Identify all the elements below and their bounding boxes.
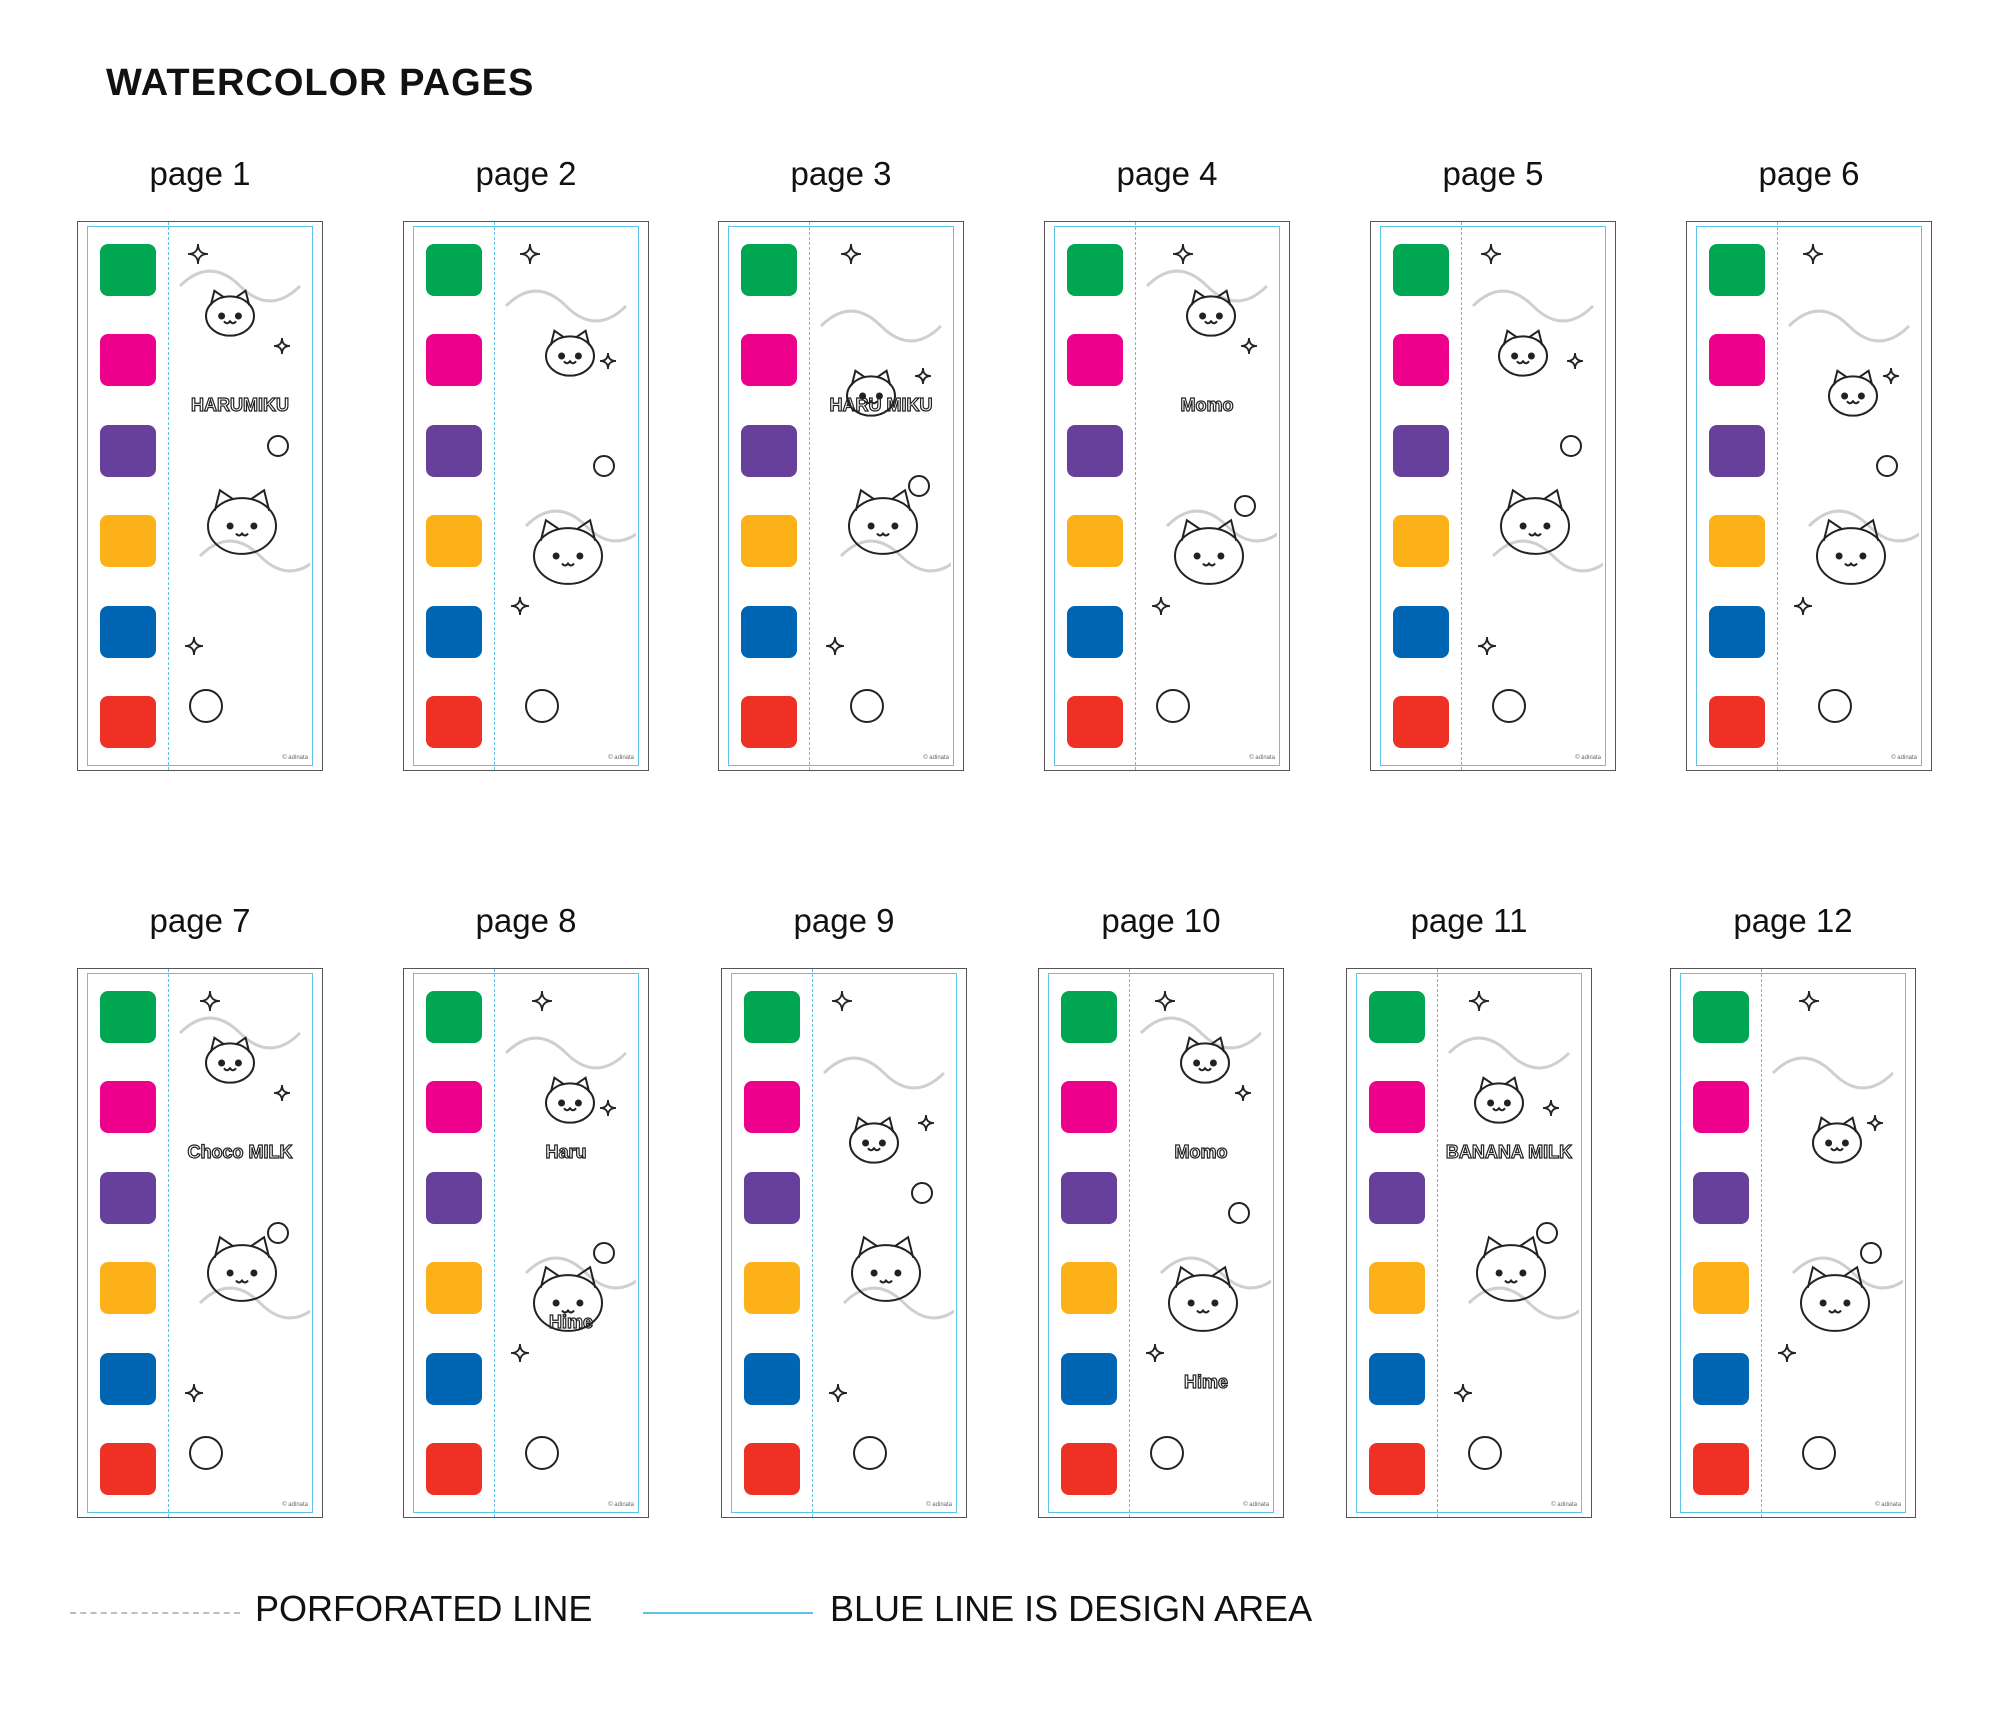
sparkle-icon: [185, 1384, 203, 1402]
paint-swatch: [1393, 425, 1449, 477]
cat-face-icon: [1499, 331, 1547, 376]
fruit-icon: [1235, 496, 1255, 516]
background-swirl: [824, 1058, 944, 1088]
bookmark-sheet: [1686, 221, 1932, 771]
paint-swatch: [741, 606, 797, 658]
sparkle-icon: [520, 244, 540, 264]
paint-swatch: [1709, 515, 1765, 567]
bookmark-sheet: [77, 221, 323, 771]
sparkle-icon: [1469, 991, 1489, 1011]
paint-swatch: [426, 244, 482, 296]
paint-swatch: [741, 425, 797, 477]
sparkle-icon: [185, 637, 203, 655]
watercolor-page-4: [1044, 155, 1290, 771]
perforated-line: [1761, 969, 1762, 1517]
sparkle-icon: [1794, 597, 1812, 615]
paint-swatch: [1369, 1443, 1425, 1495]
sparkle-icon: [1867, 1115, 1883, 1131]
paint-swatch: [100, 1262, 156, 1314]
paint-swatch: [1393, 244, 1449, 296]
line-art-illustration: [1439, 973, 1579, 1513]
fruit-icon: [268, 1223, 288, 1243]
fruit-icon: [526, 1437, 558, 1469]
paint-swatch: [1061, 1353, 1117, 1405]
line-art-illustration: [170, 973, 310, 1513]
paint-swatch: [426, 606, 482, 658]
cat-face-icon: [1181, 1038, 1229, 1083]
perforated-line: [809, 222, 810, 770]
page-label: page 11: [1410, 902, 1528, 939]
paint-swatch: [1693, 1443, 1749, 1495]
cat-face-icon: [1813, 1118, 1861, 1163]
line-art-illustration: [1463, 226, 1603, 766]
paint-swatch: [1061, 991, 1117, 1043]
paint-swatch: [1067, 244, 1123, 296]
background-swirl: [1473, 291, 1593, 321]
sparkle-icon: [1778, 1344, 1796, 1362]
sparkle-icon: [1481, 244, 1501, 264]
paint-swatch: [426, 1353, 482, 1405]
sparkle-icon: [274, 1085, 290, 1101]
background-swirl: [1773, 1058, 1893, 1088]
watercolor-page-3: [718, 155, 964, 771]
paint-swatch: [100, 606, 156, 658]
page-title: WATERCOLOR PAGES: [106, 62, 535, 104]
background-swirl: [506, 291, 626, 321]
cat-face-icon: [206, 1038, 254, 1083]
credit-text: © adinata: [608, 1502, 634, 1508]
paint-swatch: [100, 1172, 156, 1224]
sparkle-icon: [918, 1115, 934, 1131]
cat-face-icon: [1175, 520, 1243, 584]
paint-swatch: [1393, 606, 1449, 658]
paint-swatch: [1067, 515, 1123, 567]
paint-swatch: [1369, 1081, 1425, 1133]
sparkle-icon: [1146, 1344, 1164, 1362]
perforated-line: [812, 969, 813, 1517]
watercolor-page-6: [1686, 155, 1932, 771]
background-swirl: [821, 311, 941, 341]
sparkle-icon: [1173, 244, 1193, 264]
fruit-icon: [854, 1437, 886, 1469]
bookmark-sheet: [1370, 221, 1616, 771]
paint-swatch: [426, 1443, 482, 1495]
paint-swatch: [744, 1262, 800, 1314]
sparkle-icon: [832, 991, 852, 1011]
fruit-icon: [909, 476, 929, 496]
paint-swatch: [1393, 515, 1449, 567]
line-art-illustration: [814, 973, 954, 1513]
line-art-illustration: [170, 226, 310, 766]
sparkle-icon: [1155, 991, 1175, 1011]
fruit-icon: [190, 690, 222, 722]
cat-face-icon: [1475, 1078, 1523, 1123]
paint-swatch: [1393, 696, 1449, 748]
fruit-icon: [1151, 1437, 1183, 1469]
cat-face-icon: [1169, 1267, 1237, 1331]
fruit-icon: [1561, 436, 1581, 456]
paint-swatch: [100, 1081, 156, 1133]
credit-text: © adinata: [1551, 1502, 1577, 1508]
credit-text: © adinata: [1249, 755, 1275, 761]
sparkle-icon: [1543, 1100, 1559, 1116]
fruit-icon: [1861, 1243, 1881, 1263]
paint-swatch: [1061, 1081, 1117, 1133]
fruit-icon: [1819, 690, 1851, 722]
sparkle-icon: [532, 991, 552, 1011]
line-art-illustration: [496, 226, 636, 766]
paint-swatch: [1709, 244, 1765, 296]
legend-perforated-label: PORFORATED LINE: [255, 1588, 593, 1629]
background-swirl: [180, 271, 300, 301]
bookmark-sheet: [77, 968, 323, 1518]
art-lettering: Hime: [548, 1312, 594, 1332]
paint-swatch: [100, 425, 156, 477]
watercolor-page-5: [1370, 155, 1616, 771]
paint-swatch: [1061, 1172, 1117, 1224]
bookmark-sheet: [721, 968, 967, 1518]
paint-swatch: [1067, 696, 1123, 748]
paint-swatch: [1369, 991, 1425, 1043]
paint-swatch: [426, 991, 482, 1043]
cat-face-icon: [546, 1078, 594, 1123]
watercolor-page-7: [77, 902, 323, 1518]
page-label: page 8: [475, 902, 577, 939]
bookmark-sheet: [1346, 968, 1592, 1518]
background-swirl: [506, 1038, 626, 1068]
page-label: page 9: [793, 902, 895, 939]
perforated-line-sample: [70, 1612, 240, 1614]
bookmark-sheet: [1038, 968, 1284, 1518]
fruit-icon: [268, 436, 288, 456]
paint-swatch: [1369, 1353, 1425, 1405]
fruit-icon: [1877, 456, 1897, 476]
paint-swatch: [1067, 425, 1123, 477]
perforated-line: [1135, 222, 1136, 770]
legend-design-area-label: BLUE LINE IS DESIGN AREA: [830, 1588, 1313, 1629]
sparkle-icon: [1241, 338, 1257, 354]
fruit-icon: [912, 1183, 932, 1203]
fruit-icon: [526, 690, 558, 722]
paint-swatch: [744, 1353, 800, 1405]
paint-swatch: [426, 696, 482, 748]
page-label: page 10: [1101, 902, 1221, 939]
art-lettering: Haru: [545, 1142, 587, 1162]
watercolor-page-1: [77, 155, 323, 771]
cat-face-icon: [1829, 371, 1877, 416]
fruit-icon: [594, 456, 614, 476]
bookmark-sheet: [1670, 968, 1916, 1518]
bookmark-sheet: [403, 221, 649, 771]
sparkle-icon: [511, 597, 529, 615]
credit-text: © adinata: [282, 755, 308, 761]
fruit-icon: [1537, 1223, 1557, 1243]
sparkle-icon: [188, 244, 208, 264]
perforated-line: [1461, 222, 1462, 770]
art-lettering: HARUMIKU: [191, 395, 289, 415]
cat-face-icon: [534, 520, 602, 584]
fruit-icon: [190, 1437, 222, 1469]
sparkle-icon: [915, 368, 931, 384]
paint-swatch: [1693, 991, 1749, 1043]
paint-swatch: [426, 1262, 482, 1314]
art-lettering: HARU MIKU: [829, 395, 933, 415]
credit-text: © adinata: [1875, 1502, 1901, 1508]
credit-text: © adinata: [1575, 755, 1601, 761]
paint-swatch: [426, 515, 482, 567]
perforated-line: [1777, 222, 1778, 770]
perforated-line: [1129, 969, 1130, 1517]
cat-face-icon: [206, 291, 254, 336]
line-art-illustration: [496, 973, 636, 1513]
sparkle-icon: [1803, 244, 1823, 264]
credit-text: © adinata: [1243, 1502, 1269, 1508]
paint-swatch: [1061, 1443, 1117, 1495]
cat-face-icon: [850, 1118, 898, 1163]
design-area-line-sample: [643, 1612, 813, 1614]
sparkle-icon: [826, 637, 844, 655]
background-swirl: [1449, 1038, 1569, 1068]
sparkle-icon: [1799, 991, 1819, 1011]
paint-swatch: [1067, 334, 1123, 386]
paint-swatch: [1709, 696, 1765, 748]
page-label: page 7: [149, 902, 251, 939]
art-lettering: Hime: [1183, 1372, 1229, 1392]
sparkle-icon: [1235, 1085, 1251, 1101]
sparkle-icon: [200, 991, 220, 1011]
cat-face-icon: [1801, 1267, 1869, 1331]
paint-swatch: [426, 1081, 482, 1133]
paint-swatch: [100, 991, 156, 1043]
fruit-icon: [1493, 690, 1525, 722]
sparkle-icon: [1478, 637, 1496, 655]
page-label: page 5: [1442, 155, 1544, 192]
line-art-illustration: [811, 226, 951, 766]
paint-swatch: [1393, 334, 1449, 386]
sparkle-icon: [1883, 368, 1899, 384]
perforated-line: [1437, 969, 1438, 1517]
paint-swatch: [100, 696, 156, 748]
paint-swatch: [100, 1443, 156, 1495]
sparkle-icon: [274, 338, 290, 354]
fruit-icon: [1469, 1437, 1501, 1469]
sparkle-icon: [1454, 1384, 1472, 1402]
line-art-illustration: [1763, 973, 1903, 1513]
art-lettering: BANANA MILK: [1445, 1142, 1573, 1162]
credit-text: © adinata: [926, 1502, 952, 1508]
perforated-line: [494, 969, 495, 1517]
sparkle-icon: [600, 1100, 616, 1116]
sparkle-icon: [829, 1384, 847, 1402]
paint-swatch: [1067, 606, 1123, 658]
paint-swatch: [741, 244, 797, 296]
line-art-illustration: [1137, 226, 1277, 766]
credit-text: © adinata: [282, 1502, 308, 1508]
watercolor-page-10: [1038, 902, 1284, 1518]
background-swirl: [1789, 311, 1909, 341]
line-art-illustration: [1131, 973, 1271, 1513]
cat-face-icon: [1817, 520, 1885, 584]
paint-swatch: [744, 1443, 800, 1495]
cat-face-icon: [1187, 291, 1235, 336]
fruit-icon: [1803, 1437, 1835, 1469]
watercolor-page-9: [721, 902, 967, 1518]
paint-swatch: [741, 334, 797, 386]
paint-swatch: [1693, 1353, 1749, 1405]
watercolor-page-11: [1346, 902, 1592, 1518]
credit-text: © adinata: [1891, 755, 1917, 761]
page-label: page 2: [475, 155, 577, 192]
sparkle-icon: [600, 353, 616, 369]
credit-text: © adinata: [608, 755, 634, 761]
paint-swatch: [1369, 1172, 1425, 1224]
fruit-icon: [1229, 1203, 1249, 1223]
page-label: page 12: [1733, 902, 1853, 939]
fruit-icon: [851, 690, 883, 722]
watercolor-page-12: [1670, 902, 1916, 1518]
paint-swatch: [100, 334, 156, 386]
art-lettering: Momo: [1174, 1142, 1228, 1162]
paint-swatch: [426, 1172, 482, 1224]
paint-swatch: [100, 244, 156, 296]
paint-swatch: [100, 1353, 156, 1405]
paint-swatch: [100, 515, 156, 567]
line-art-illustration: [1779, 226, 1919, 766]
art-lettering: Choco MILK: [187, 1142, 293, 1162]
fruit-icon: [594, 1243, 614, 1263]
watercolor-page-8: [403, 902, 649, 1518]
paint-swatch: [1693, 1081, 1749, 1133]
paint-swatch: [426, 425, 482, 477]
art-lettering: Momo: [1180, 395, 1234, 415]
page-label: page 4: [1116, 155, 1218, 192]
paint-swatch: [1709, 425, 1765, 477]
credit-text: © adinata: [923, 755, 949, 761]
perforated-line: [494, 222, 495, 770]
paint-swatch: [1369, 1262, 1425, 1314]
background-swirl: [180, 1018, 300, 1048]
paint-swatch: [744, 1172, 800, 1224]
perforated-line: [168, 222, 169, 770]
paint-swatch: [426, 334, 482, 386]
sparkle-icon: [1567, 353, 1583, 369]
bookmark-sheet: [1044, 221, 1290, 771]
paint-swatch: [744, 1081, 800, 1133]
paint-swatch: [744, 991, 800, 1043]
page-label: page 3: [790, 155, 892, 192]
sparkle-icon: [1152, 597, 1170, 615]
paint-swatch: [1693, 1262, 1749, 1314]
paint-swatch: [741, 696, 797, 748]
paint-swatch: [1061, 1262, 1117, 1314]
page-label: page 6: [1758, 155, 1860, 192]
bookmark-sheet: [403, 968, 649, 1518]
paint-swatch: [741, 515, 797, 567]
sparkle-icon: [841, 244, 861, 264]
fruit-icon: [1157, 690, 1189, 722]
sparkle-icon: [511, 1344, 529, 1362]
page-label: page 1: [149, 155, 251, 192]
perforated-line: [168, 969, 169, 1517]
watercolor-page-2: [403, 155, 649, 771]
bookmark-sheet: [718, 221, 964, 771]
paint-swatch: [1709, 334, 1765, 386]
cat-face-icon: [546, 331, 594, 376]
paint-swatch: [1709, 606, 1765, 658]
paint-swatch: [1693, 1172, 1749, 1224]
